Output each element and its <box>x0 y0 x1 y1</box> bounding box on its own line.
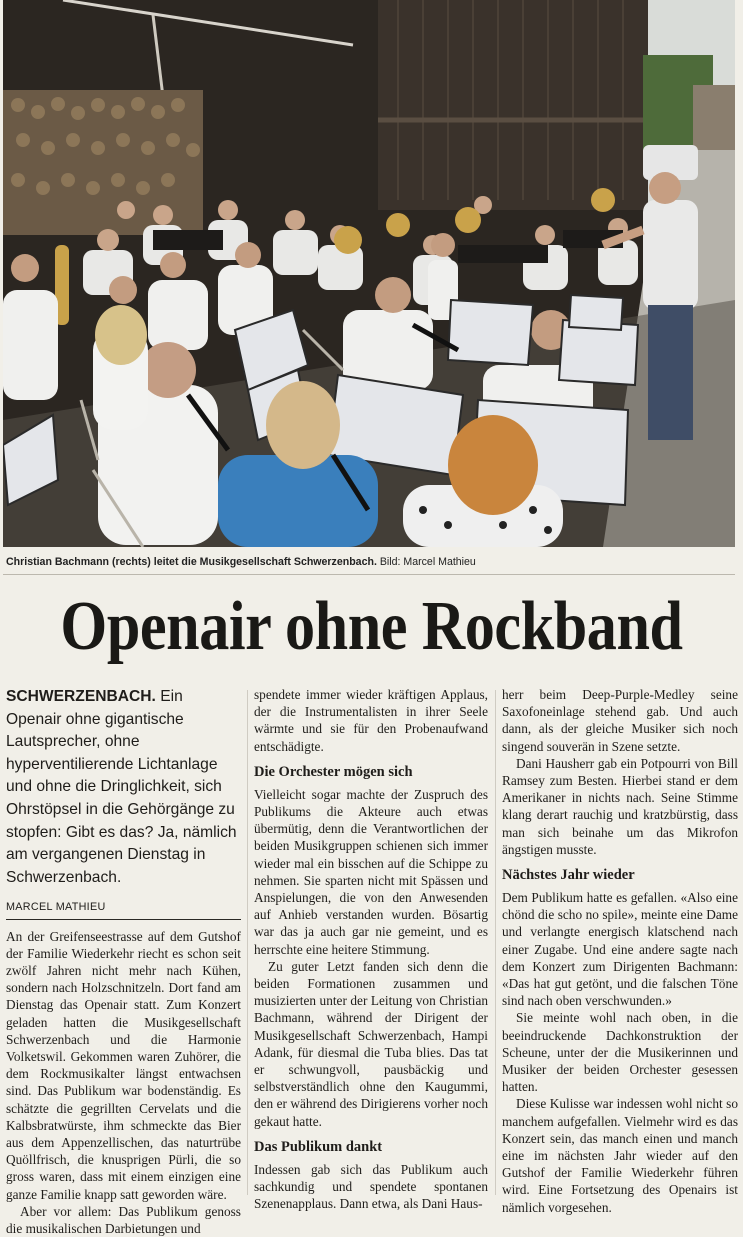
article-author: MARCEL MATHIEU <box>6 899 241 919</box>
caption-credit: Bild: Marcel Mathieu <box>379 556 476 568</box>
column-divider <box>247 690 248 1195</box>
band-photo-image <box>3 0 735 547</box>
subheading: Das Publikum dankt <box>254 1138 383 1155</box>
body-paragraph: Aber vor allem: Das Publikum genoss die musikalischen Darbietungen und <box>6 1203 241 1236</box>
article-lead <box>6 686 241 889</box>
body-paragraph: Dani Hausherr gab ein Potpourri von Bill Ramsey zum Besten. Hierbei stand er dem Amerikaner in nichts nach. Seine Stimme klang derart rauchig und kratzbürstig, dass man sich beinahe um das Mikrofon ängstigen musste. <box>502 755 738 857</box>
band-photo <box>3 0 735 547</box>
subheading: Nächstes Jahr wieder <box>502 867 635 884</box>
column-3 <box>502 686 738 1216</box>
lead-dateline: SCHWERZENBACH. <box>6 688 156 705</box>
body-paragraph: Indessen gab sich das Publikum auch sachkundig und spendete spontanen Szenenapplaus. Dann etwa, als Dani Haus- <box>254 1161 488 1212</box>
article-headline: Openair ohne Rockband <box>60 588 683 665</box>
column-divider <box>495 690 496 1195</box>
body-paragraph: An der Greifenseestrasse auf dem Gutshof der Familie Wiederkehr riecht es schon seit zwölf Jahren nicht mehr nach Kühen, sondern nach Holzschnitzeln. Dort fand am Dienstag das Openair statt. Zum Konzert geladen hatten die Musikgesellschaft Schwerzenbach und die Harmonie Volketswil. Gekommen waren Zuhörer, die dem Rockmusikalter längst entwachsen sind. Das Publikum war bodenständig. Es schätzte die gegrillten Cervelats und die Kalbsbratwürste, ihm schmeckte das Bier aus dem Appenzellischen, das naturtrübe Quöllfrisch, die knusprigen Pürli, die so gross waren, dass mit einem einzigen eine ganze Familie knapp satt geworden wäre. <box>6 928 241 1202</box>
lead-text: Ein Openair ohne gigantische Lautsprecher, ohne hyperventilierende Lichtanlage und ohne die Dringlichkeit, sich Ohrstöpsel in die Gehörgänge zu stopfen: Gibt es das? Ja, nämlich am vergangenen Dienstag in Schwerzenbach. <box>6 688 237 886</box>
body-paragraph: herr beim Deep-Purple-Medley seine Saxofoneinlage stehend gab. Und auch dann, als der gleiche Musiker sich noch singend souverän in Szene setzte. <box>502 687 738 754</box>
body-paragraph: spendete immer wieder kräftigen Applaus, der die Instrumentalisten in ihrer Seele wärmte und sie für den Probenaufwand entschädigte. <box>254 687 488 754</box>
column-2 <box>254 686 488 1212</box>
body-paragraph: Diese Kulisse war indessen wohl nicht so manchem aufgefallen. Vielmehr wird es das Konzert sein, das manch einen und manch eine im nächsten Jahr wieder auf den Gutshof der Familie Wiederkehr führen wird. Eine Fortsetzung des Openairs ist nämlich vorgesehen. <box>502 1096 738 1215</box>
body-paragraph: Sie meinte wohl nach oben, in die beeindruckende Dachkonstruktion der Scheune, unter der die Musikerinnen und Musiker der beiden Orchester gesessen hatten. <box>502 1010 738 1095</box>
column-1 <box>6 686 241 1237</box>
body-paragraph: Zu guter Letzt fanden sich denn die beiden Formationen zusammen und musizierten unter der Leitung von Christian Bachmann, während der Dirigent der Musikgesellschaft Schwerzenbach, Hampi Adank, für diesmal die Tuba blies. Das tat er schwungvoll, pausbäckig und selbstverständlich ohne den Kaugummi, den er während des Dirigierens vorher noch gekaut hatte. <box>254 958 488 1129</box>
caption-divider <box>3 574 735 575</box>
subheading: Die Orchester mögen sich <box>254 763 413 780</box>
caption-text: Christian Bachmann (rechts) leitet die Musikgesellschaft Schwerzenbach. <box>6 556 377 568</box>
photo-caption <box>6 556 736 568</box>
body-paragraph: Vielleicht sogar machte der Zuspruch des Publikums die Akteure auch etwas übermütig, denn die Verantwortlichen der beiden Musikgruppen schienen sich immer wieder mal ein bisschen auf die Schippe zu nehmen. Sie sparten nicht mit Spässen und Anspielungen, die von den Anwesenden auf Anhieb verstanden wurden. Bösartig war das ja auch gar nie gemeint, und es herrschte eine heitere Stimmung. <box>254 786 488 957</box>
body-paragraph: Dem Publikum hatte es gefallen. «Also eine chönd die scho no spile», meinte eine Dame und verlangte energisch klatschend nach einer Zugabe. Und eine andere sagte nach dem Konzert zum Dirigenten Bachmann: «Das hat gut getönt, und die falschen Töne sind nach oben verschwunden.» <box>502 890 738 1009</box>
